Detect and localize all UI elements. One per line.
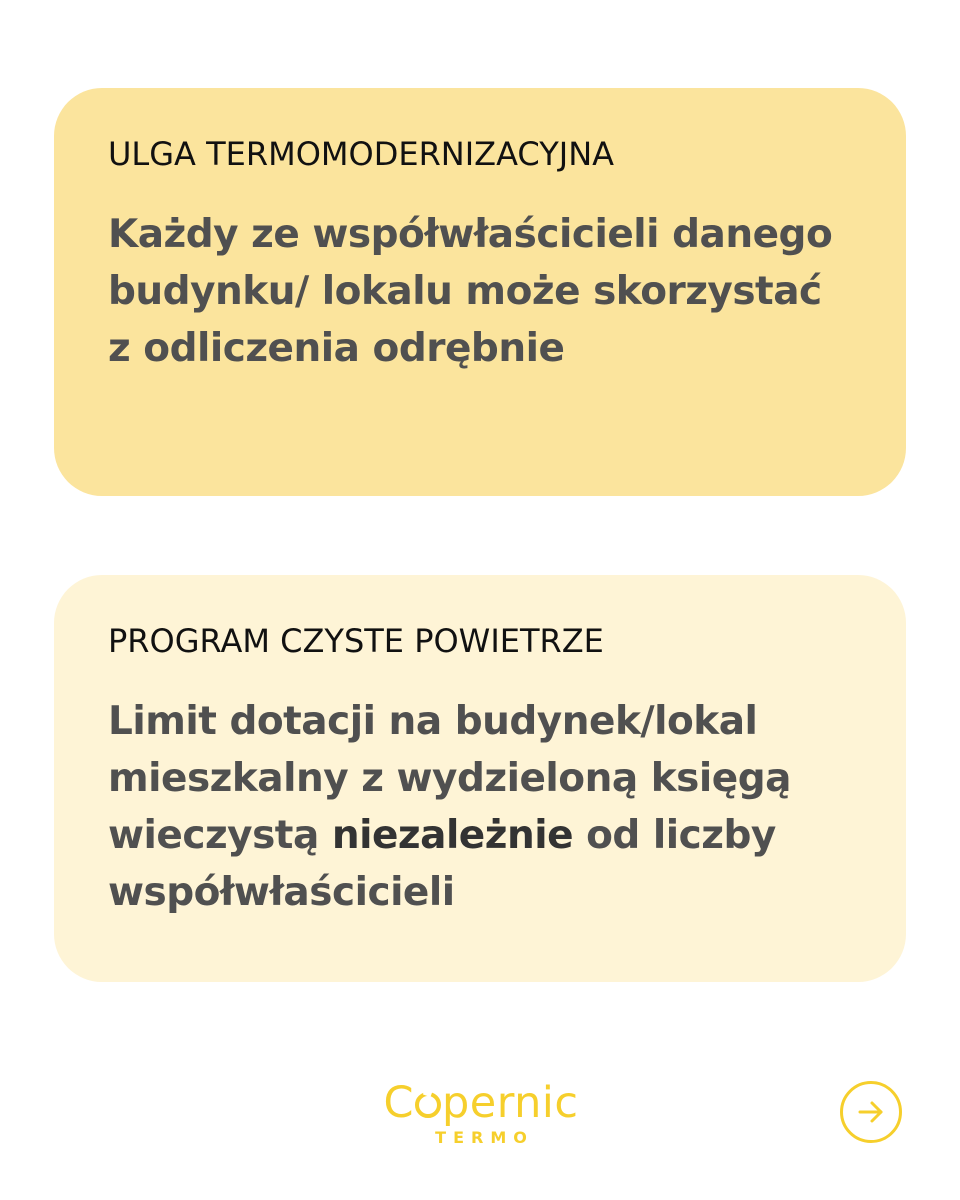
card-title: PROGRAM CZYSTE POWIETRZE xyxy=(108,622,604,660)
card-body-text: wieczystą xyxy=(108,813,332,858)
card-body-line-emphasis xyxy=(108,807,888,864)
card-body-line: budynku/ lokalu może skorzystać xyxy=(108,269,822,314)
card-body xyxy=(108,693,888,921)
info-card-czyste-powietrze xyxy=(54,575,906,982)
card-title: ULGA TERMOMODERNIZACYJNA xyxy=(108,135,615,173)
card-body-line: Każdy ze współwłaścicieli danego xyxy=(108,212,833,257)
info-card-ulga xyxy=(54,88,906,496)
logo-subtitle: TERMO xyxy=(435,1128,534,1147)
logo-letters: pernic xyxy=(442,1078,579,1128)
card-body-line: z odliczenia odrębnie xyxy=(108,326,565,371)
card-body-line: Limit dotacji na budynek/lokal xyxy=(108,699,758,744)
card-body-line: mieszkalny z wydzieloną księgą xyxy=(108,756,791,801)
next-button[interactable] xyxy=(840,1081,902,1143)
emphasis-text: niezależnie xyxy=(331,813,574,858)
logo-o-ring-icon xyxy=(415,1092,441,1118)
logo-wordmark xyxy=(378,1078,584,1128)
copernic-termo-logo xyxy=(378,1078,584,1148)
card-body-text: od liczby xyxy=(573,813,776,858)
card-body-line: współwłaścicieli xyxy=(108,870,455,915)
arrow-right-icon xyxy=(857,1098,885,1126)
logo-letter: C xyxy=(383,1078,414,1128)
card-body xyxy=(108,206,888,377)
